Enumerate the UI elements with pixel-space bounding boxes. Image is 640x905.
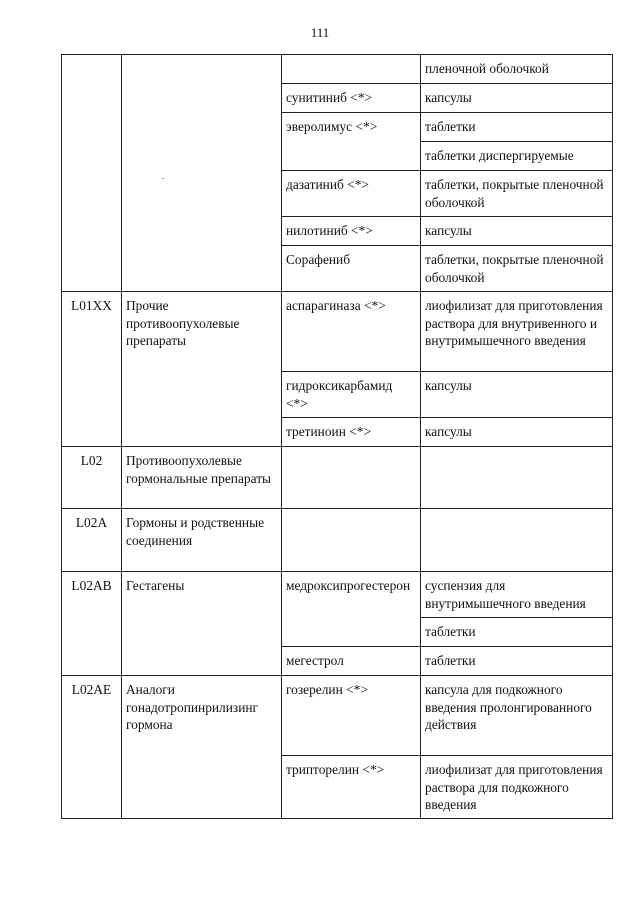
- drug-name-cell: [282, 509, 421, 572]
- atc-code-cell: L01XX: [62, 292, 122, 447]
- drug-name-cell: нилотиниб <*>: [282, 217, 421, 246]
- atc-code-cell: [62, 55, 122, 292]
- dosage-form-cell: таблетки: [421, 618, 613, 647]
- dosage-form-cell: [421, 509, 613, 572]
- atc-code-cell: L02A: [62, 509, 122, 572]
- drug-name-cell: третиноин <*>: [282, 418, 421, 447]
- atc-code-cell: L02: [62, 447, 122, 509]
- dosage-form-cell: капсула для подкожного введения пролонгированного действия: [421, 676, 613, 756]
- atc-code-cell: L02AB: [62, 572, 122, 676]
- group-name-cell: [122, 55, 282, 292]
- drug-name-cell: эверолимус <*>: [282, 113, 421, 171]
- drug-name-cell: дазатиниб <*>: [282, 171, 421, 217]
- table-row: [62, 572, 613, 618]
- group-name-cell: Аналоги гонадотропинрилизинг гормона: [122, 676, 282, 819]
- group-name-cell: Прочие противоопухолевые препараты: [122, 292, 282, 447]
- dosage-form-cell: пленочной оболочкой: [421, 55, 613, 84]
- table-row: [62, 55, 613, 84]
- table-row: [62, 676, 613, 756]
- dosage-form-cell: таблетки, покрытые пленочной оболочкой: [421, 246, 613, 292]
- dosage-form-cell: таблетки диспергируемые: [421, 142, 613, 171]
- table-row: [62, 292, 613, 372]
- drug-name-cell: мегестрол: [282, 647, 421, 676]
- page-number: 111: [310, 25, 330, 40]
- dosage-form-cell: таблетки, покрытые пленочной оболочкой: [421, 171, 613, 217]
- drug-table: [61, 54, 613, 819]
- table-row: [62, 447, 613, 509]
- drug-name-cell: трипторелин <*>: [282, 756, 421, 819]
- group-name-cell: Противоопухолевые гормональные препараты: [122, 447, 282, 509]
- group-name-cell: Гормоны и родственные соединения: [122, 509, 282, 572]
- dosage-form-cell: капсулы: [421, 84, 613, 113]
- dosage-form-cell: суспензия для внутримышечного введения: [421, 572, 613, 618]
- drug-name-cell: [282, 447, 421, 509]
- scan-speck: [162, 178, 164, 179]
- group-name-cell: Гестагены: [122, 572, 282, 676]
- dosage-form-cell: лиофилизат для приготовления раствора для внутривенного и внутримышечного введения: [421, 292, 613, 372]
- drug-name-cell: медроксипрогестерон: [282, 572, 421, 647]
- drug-name-cell: гозерелин <*>: [282, 676, 421, 756]
- table-row: [62, 509, 613, 572]
- dosage-form-cell: [421, 447, 613, 509]
- drug-name-cell: Сорафениб: [282, 246, 421, 292]
- dosage-form-cell: таблетки: [421, 647, 613, 676]
- dosage-form-cell: капсулы: [421, 418, 613, 447]
- dosage-form-cell: таблетки: [421, 113, 613, 142]
- drug-name-cell: сунитиниб <*>: [282, 84, 421, 113]
- dosage-form-cell: капсулы: [421, 372, 613, 418]
- drug-name-cell: [282, 55, 421, 84]
- dosage-form-cell: капсулы: [421, 217, 613, 246]
- drug-name-cell: аспарагиназа <*>: [282, 292, 421, 372]
- atc-code-cell: L02AE: [62, 676, 122, 819]
- dosage-form-cell: лиофилизат для приготовления раствора для подкожного введения: [421, 756, 613, 819]
- drug-name-cell: гидроксикарбамид <*>: [282, 372, 421, 418]
